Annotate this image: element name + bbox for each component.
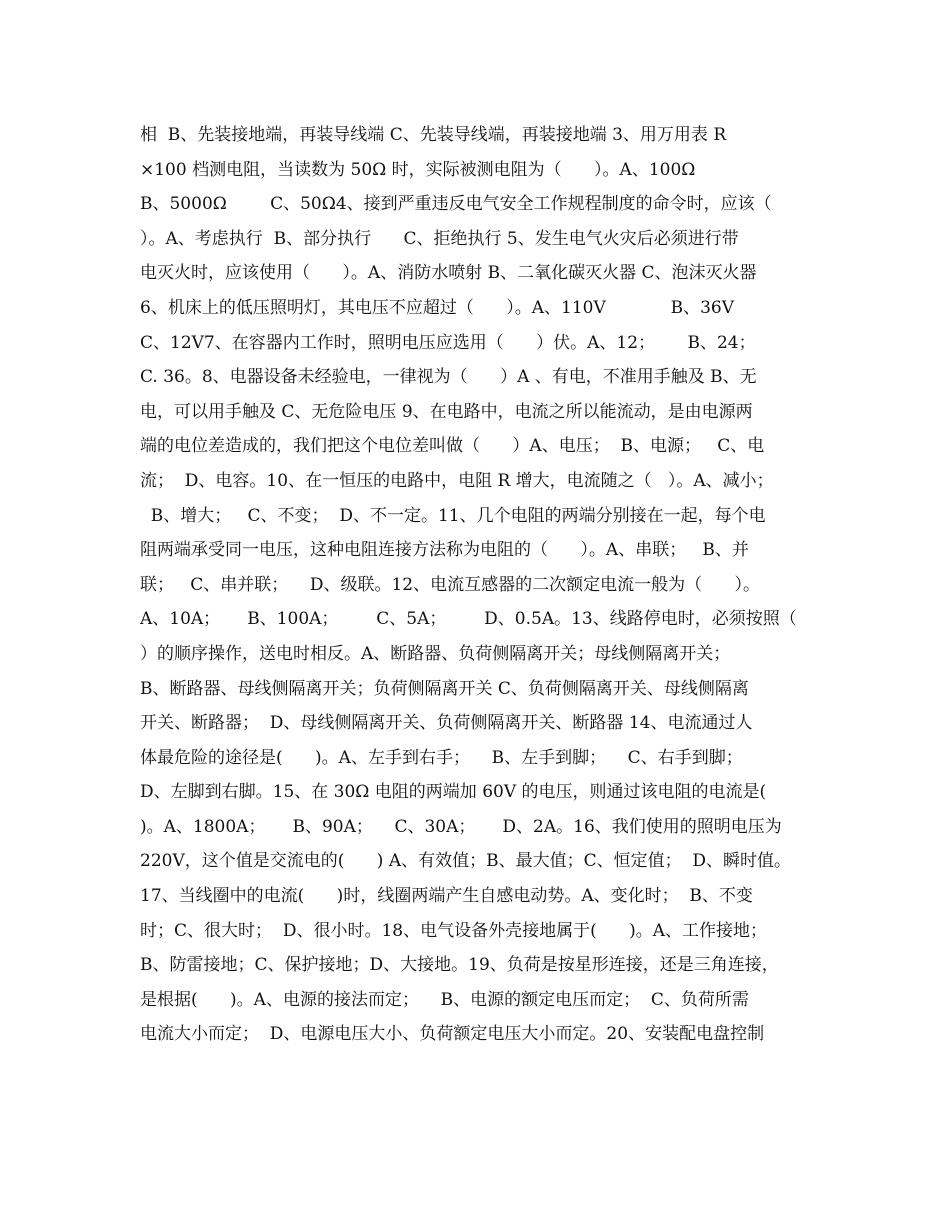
text-line: 流； D、电容。10、在一恒压的电路中，电阻 R 增大，电流随之（ ）。A、减小； xyxy=(140,470,774,491)
text-line: B、5000Ω C、50Ω4、接到严重违反电气安全工作规程制度的命令时，应该（ xyxy=(140,194,772,215)
text-line: 体最危险的途径是( )。A、左手到右手； B、左手到脚； C、右手到脚； xyxy=(140,747,743,768)
text-line: )。A、1800A； B、90A； C、30A； D、2A。16、我们使用的照明电压为 xyxy=(140,816,782,837)
text-line: 开关、断路器； D、母线侧隔离开关、负荷侧隔离开关、断路器 14、电流通过人 xyxy=(140,713,753,734)
text-line: 是根据( )。A、电源的接法而定； B、电源的额定电压而定； C、负荷所需 xyxy=(140,989,749,1010)
text-line: ）的顺序操作，送电时相反。A、断路器、负荷侧隔离开关；母线侧隔离开关； xyxy=(140,643,731,664)
text-line: 相 B、先装接地端，再装导线端 C、先装导线端，再装接地端 3、用万用表 R xyxy=(140,125,727,145)
text-line: C、12V7、在容器内工作时，照明电压应选用（ ）伏。A、12； B、24； xyxy=(140,332,756,353)
text-line: 17、当线圈中的电流( )时，线圈两端产生自感电动势。A、变化时； B、不变 xyxy=(140,886,753,907)
text-line: C. 36。8、电器设备未经验电，一律视为（ ）A 、有电，不准用手触及 B、无 xyxy=(140,367,757,388)
text-line: 联； C、串并联； D、级联。12、电流互感器的二次额定电流一般为（ ）。 xyxy=(140,574,761,595)
text-line: 电灭火时，应该使用（ ）。A、消防水喷射 B、二氧化碳灭火器 C、泡沫灭火器 xyxy=(140,263,757,284)
text-line: B、断路器、母线侧隔离开关；负荷侧隔离开关 C、负荷侧隔离开关、母线侧隔离 xyxy=(140,678,749,699)
text-line: D、左脚到右脚。15、在 30Ω 电阻的两端加 60V 的电压，则通过该电阻的电流是( xyxy=(140,782,767,803)
text-line: B、增大； C、不变； D、不一定。11、几个电阻的两端分别接在一起，每个电 xyxy=(140,505,766,526)
text-line: 6、机床上的低压照明灯，其电压不应超过（ ）。A、110V B、36V xyxy=(140,297,734,318)
text-line: 端的电位差造成的，我们把这个电位差叫做（ ）A、电压； B、电源； C、电 xyxy=(140,436,765,457)
text-line: 电流大小而定； D、电源电压大小、负荷额定电压大小而定。20、安装配电盘控制 xyxy=(140,1024,765,1045)
text-line: ×100 档测电阻，当读数为 50Ω 时，实际被测电阻为（ ）。A、100Ω xyxy=(140,159,696,180)
text-line: A、10A； B、100A； C、5A； D、0.5A。13、线路停电时，必须按照（ xyxy=(140,609,797,630)
question-text-block xyxy=(140,118,820,1052)
text-line: ）。A、考虑执行 B、部分执行 C、拒绝执行 5、发生电气火灾后必须进行带 xyxy=(140,228,739,249)
text-line: 时；C、很大时； D、很小时。18、电气设备外壳接地属于( )。A、工作接地； xyxy=(140,920,768,941)
text-line: 电，可以用手触及 C、无危险电压 9、在电路中，电流之所以能流动，是由电源两 xyxy=(140,401,753,422)
text-line: B、防雷接地；C、保护接地；D、大接地。19、负荷是按星形连接，还是三角连接， xyxy=(140,955,779,976)
text-line: 220V，这个值是交流电的( ) A、有效值；B、最大值；C、恒定值； D、瞬时值。 xyxy=(140,851,792,872)
text-line: 阻两端承受同一电压，这种电阻连接方法称为电阻的（ ）。A、串联； B、并 xyxy=(140,540,749,561)
